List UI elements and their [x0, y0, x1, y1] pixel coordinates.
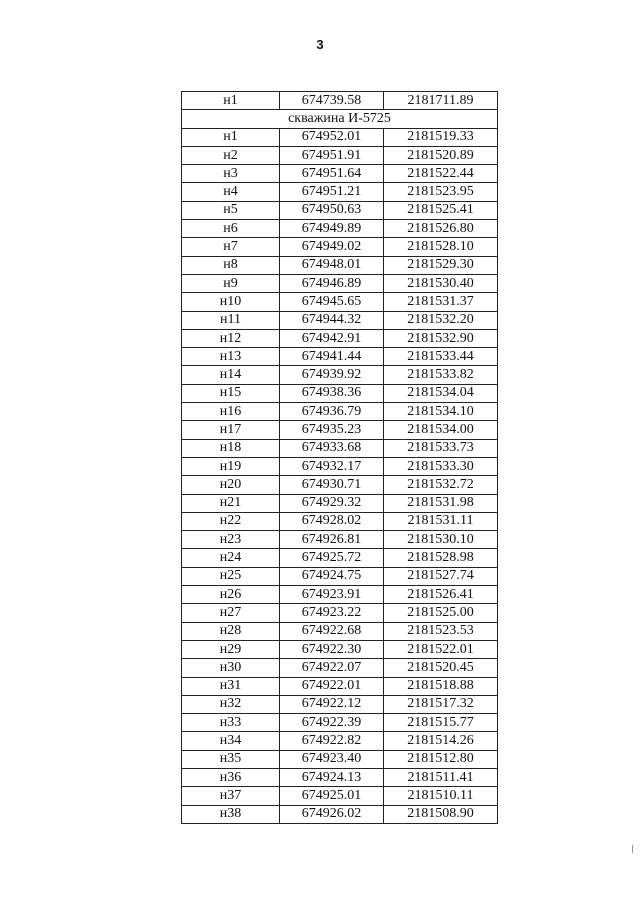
point-id-cell: н3 [182, 165, 280, 183]
scan-artifact-mark [632, 845, 633, 853]
table-row [182, 220, 498, 238]
point-id-cell: н22 [182, 512, 280, 530]
table-row [182, 329, 498, 347]
point-id-cell: н1 [182, 128, 280, 146]
point-id-cell: н23 [182, 531, 280, 549]
table-row [182, 183, 498, 201]
y-coordinate-cell: 2181533.73 [384, 439, 498, 457]
y-coordinate-cell: 2181522.44 [384, 165, 498, 183]
x-coordinate-cell: 674950.63 [280, 201, 384, 219]
y-coordinate-cell: 2181514.26 [384, 732, 498, 750]
point-id-cell: н38 [182, 805, 280, 823]
table-row [182, 439, 498, 457]
x-coordinate-cell: 674922.39 [280, 714, 384, 732]
table-row [182, 622, 498, 640]
x-coordinate-cell: 674924.75 [280, 567, 384, 585]
y-coordinate-cell: 2181522.01 [384, 640, 498, 658]
point-id-cell: н16 [182, 403, 280, 421]
point-id-cell: н6 [182, 220, 280, 238]
y-coordinate-cell: 2181520.45 [384, 659, 498, 677]
y-coordinate-cell: 2181530.10 [384, 531, 498, 549]
table-row [182, 787, 498, 805]
y-coordinate-cell: 2181515.77 [384, 714, 498, 732]
table-row [182, 604, 498, 622]
y-coordinate-cell: 2181529.30 [384, 256, 498, 274]
x-coordinate-cell: 674951.91 [280, 146, 384, 164]
y-coordinate-cell: 2181531.98 [384, 494, 498, 512]
table-row [182, 293, 498, 311]
point-id-cell: н31 [182, 677, 280, 695]
point-id-cell: н36 [182, 768, 280, 786]
table-row [182, 146, 498, 164]
table-row [182, 311, 498, 329]
page-number: 3 [316, 37, 324, 52]
coordinates-table [181, 91, 498, 824]
x-coordinate-cell: 674945.65 [280, 293, 384, 311]
y-coordinate-cell: 2181533.44 [384, 348, 498, 366]
table-row [182, 640, 498, 658]
table-row [182, 165, 498, 183]
y-coordinate-cell: 2181533.30 [384, 457, 498, 475]
table-row [182, 238, 498, 256]
x-coordinate-cell: 674942.91 [280, 329, 384, 347]
table-row [182, 348, 498, 366]
y-coordinate-cell: 2181532.90 [384, 329, 498, 347]
y-coordinate-cell: 2181526.80 [384, 220, 498, 238]
y-coordinate-cell: 2181531.37 [384, 293, 498, 311]
y-coordinate-cell: 2181532.72 [384, 476, 498, 494]
x-coordinate-cell: 674933.68 [280, 439, 384, 457]
table-row [182, 274, 498, 292]
table-row [182, 531, 498, 549]
table-row [182, 567, 498, 585]
x-coordinate-cell: 674922.12 [280, 695, 384, 713]
table-row [182, 695, 498, 713]
y-coordinate-cell: 2181711.89 [384, 92, 498, 110]
y-coordinate-cell: 2181533.82 [384, 366, 498, 384]
x-coordinate-cell: 674944.32 [280, 311, 384, 329]
point-id-cell: н30 [182, 659, 280, 677]
y-coordinate-cell: 2181523.53 [384, 622, 498, 640]
y-coordinate-cell: 2181526.41 [384, 586, 498, 604]
x-coordinate-cell: 674949.89 [280, 220, 384, 238]
coordinates-table-body [182, 92, 498, 824]
point-id-cell: н27 [182, 604, 280, 622]
x-coordinate-cell: 674932.17 [280, 457, 384, 475]
x-coordinate-cell: 674926.81 [280, 531, 384, 549]
y-coordinate-cell: 2181528.10 [384, 238, 498, 256]
section-title: скважина И-5725 [182, 110, 498, 128]
point-id-cell: н2 [182, 146, 280, 164]
point-id-cell: н12 [182, 329, 280, 347]
point-id-cell: н20 [182, 476, 280, 494]
y-coordinate-cell: 2181534.04 [384, 384, 498, 402]
x-coordinate-cell: 674946.89 [280, 274, 384, 292]
point-id-cell: н24 [182, 549, 280, 567]
y-coordinate-cell: 2181534.00 [384, 421, 498, 439]
table-row [182, 201, 498, 219]
table-row [182, 586, 498, 604]
y-coordinate-cell: 2181528.98 [384, 549, 498, 567]
x-coordinate-cell: 674922.07 [280, 659, 384, 677]
y-coordinate-cell: 2181517.32 [384, 695, 498, 713]
point-id-cell: н32 [182, 695, 280, 713]
x-coordinate-cell: 674938.36 [280, 384, 384, 402]
table-row [182, 457, 498, 475]
table-row [182, 732, 498, 750]
y-coordinate-cell: 2181531.11 [384, 512, 498, 530]
point-id-cell: н4 [182, 183, 280, 201]
x-coordinate-cell: 674949.02 [280, 238, 384, 256]
point-id-cell: н34 [182, 732, 280, 750]
x-coordinate-cell: 674922.30 [280, 640, 384, 658]
point-id-cell: н17 [182, 421, 280, 439]
point-id-cell: н21 [182, 494, 280, 512]
table-row [182, 403, 498, 421]
point-id-cell: н26 [182, 586, 280, 604]
point-id-cell: н19 [182, 457, 280, 475]
point-id-cell: н37 [182, 787, 280, 805]
y-coordinate-cell: 2181510.11 [384, 787, 498, 805]
x-coordinate-cell: 674923.40 [280, 750, 384, 768]
table-row [182, 714, 498, 732]
x-coordinate-cell: 674935.23 [280, 421, 384, 439]
y-coordinate-cell: 2181508.90 [384, 805, 498, 823]
point-id-cell: н9 [182, 274, 280, 292]
point-id-cell: н35 [182, 750, 280, 768]
table-row [182, 549, 498, 567]
x-coordinate-cell: 674922.82 [280, 732, 384, 750]
table-row [182, 750, 498, 768]
point-id-cell: н11 [182, 311, 280, 329]
x-coordinate-cell: 674948.01 [280, 256, 384, 274]
table-row [182, 805, 498, 823]
table-row [182, 256, 498, 274]
y-coordinate-cell: 2181520.89 [384, 146, 498, 164]
x-coordinate-cell: 674739.58 [280, 92, 384, 110]
point-id-cell: н7 [182, 238, 280, 256]
point-id-cell: н8 [182, 256, 280, 274]
x-coordinate-cell: 674922.01 [280, 677, 384, 695]
point-id-cell: н15 [182, 384, 280, 402]
table-row [182, 384, 498, 402]
table-row [182, 476, 498, 494]
y-coordinate-cell: 2181534.10 [384, 403, 498, 421]
point-id-cell: н14 [182, 366, 280, 384]
x-coordinate-cell: 674952.01 [280, 128, 384, 146]
x-coordinate-cell: 674924.13 [280, 768, 384, 786]
point-id-cell: н1 [182, 92, 280, 110]
table-row [182, 128, 498, 146]
x-coordinate-cell: 674922.68 [280, 622, 384, 640]
x-coordinate-cell: 674951.21 [280, 183, 384, 201]
y-coordinate-cell: 2181511.41 [384, 768, 498, 786]
y-coordinate-cell: 2181518.88 [384, 677, 498, 695]
x-coordinate-cell: 674951.64 [280, 165, 384, 183]
y-coordinate-cell: 2181530.40 [384, 274, 498, 292]
table-row [182, 768, 498, 786]
section-row [182, 110, 498, 128]
x-coordinate-cell: 674926.02 [280, 805, 384, 823]
y-coordinate-cell: 2181527.74 [384, 567, 498, 585]
x-coordinate-cell: 674939.92 [280, 366, 384, 384]
point-id-cell: н25 [182, 567, 280, 585]
table-row [182, 659, 498, 677]
y-coordinate-cell: 2181525.41 [384, 201, 498, 219]
point-id-cell: н29 [182, 640, 280, 658]
x-coordinate-cell: 674925.01 [280, 787, 384, 805]
y-coordinate-cell: 2181519.33 [384, 128, 498, 146]
table-row [182, 494, 498, 512]
x-coordinate-cell: 674923.91 [280, 586, 384, 604]
table-row [182, 366, 498, 384]
table-row [182, 512, 498, 530]
table-row [182, 421, 498, 439]
point-id-cell: н18 [182, 439, 280, 457]
point-id-cell: н5 [182, 201, 280, 219]
y-coordinate-cell: 2181523.95 [384, 183, 498, 201]
y-coordinate-cell: 2181525.00 [384, 604, 498, 622]
x-coordinate-cell: 674925.72 [280, 549, 384, 567]
table-row [182, 92, 498, 110]
x-coordinate-cell: 674936.79 [280, 403, 384, 421]
point-id-cell: н13 [182, 348, 280, 366]
x-coordinate-cell: 674923.22 [280, 604, 384, 622]
x-coordinate-cell: 674941.44 [280, 348, 384, 366]
table-row [182, 677, 498, 695]
point-id-cell: н28 [182, 622, 280, 640]
y-coordinate-cell: 2181532.20 [384, 311, 498, 329]
x-coordinate-cell: 674930.71 [280, 476, 384, 494]
y-coordinate-cell: 2181512.80 [384, 750, 498, 768]
x-coordinate-cell: 674928.02 [280, 512, 384, 530]
point-id-cell: н33 [182, 714, 280, 732]
x-coordinate-cell: 674929.32 [280, 494, 384, 512]
point-id-cell: н10 [182, 293, 280, 311]
